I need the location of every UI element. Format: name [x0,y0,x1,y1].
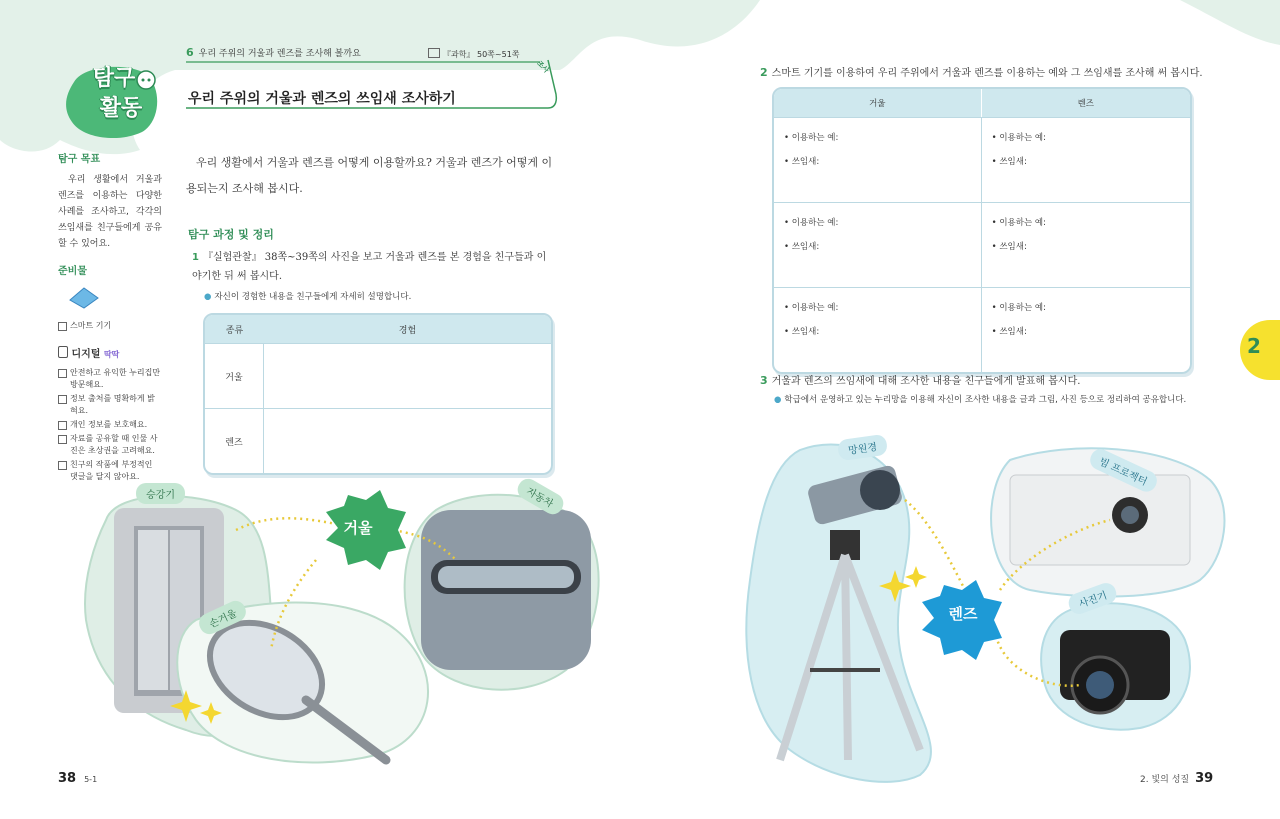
lesson-title: 우리 주위의 거울과 렌즈를 조사해 볼까요 [198,49,361,59]
goal-text: 우리 생활에서 거울과 렌즈를 이용하는 다양한 사례를 조사하고, 각각의 쓰임새를 친구들에게 공유할 수 있어요. [58,175,162,249]
checklist-item-text: 안전하고 유익한 누리집만 방문해요. [70,368,161,389]
chapter-title: 2. 빛의 성질 [1140,775,1190,785]
center-label-lens: 렌즈 [948,604,978,623]
badge-line1: 탐구 [92,66,136,91]
step-1-text: 『실험관찰』 38쪽~39쪽의 사진을 보고 거울과 렌즈를 본 경험을 친구들과 이야기한 뒤 써 봅시다. [192,252,547,282]
page-title: 우리 주위의 거울과 렌즈의 쓰임새 조사하기 [188,91,456,107]
projector-photo [1010,475,1190,565]
checkbox[interactable] [58,461,67,470]
use-example-label [992,126,1180,150]
step-1 [192,248,554,286]
smart-device-icon [66,286,162,316]
bullet-icon: • [991,157,1000,167]
usage-label [992,150,1180,174]
step-1-number: 1 [192,252,199,263]
sparkle-icon [905,566,927,588]
usage-label [784,320,971,344]
table-row [774,117,1190,202]
digital-checklist [58,367,162,483]
checkbox[interactable] [58,395,67,404]
usage-label [992,320,1180,344]
label-car: 자동차 [514,475,567,518]
label-text: 쓰임새: [999,157,1027,167]
experience-table [203,313,553,475]
checkbox[interactable] [58,421,67,430]
label-text: 이용하는 예: [999,133,1046,143]
table-row [774,202,1190,287]
label-text: 쓰임새: [999,242,1027,252]
bullet-icon: • [784,242,792,252]
chapter-side-tab-number: 2 [1247,334,1261,358]
bullet-icon: ● [774,395,782,405]
page-number-right [1140,771,1213,786]
bullet-icon: • [991,133,1000,143]
bullet-icon: • [784,327,792,337]
digital-heading [58,346,162,363]
prep-heading: 준비물 [58,266,87,277]
checklist-item [58,393,162,417]
table-row [774,287,1190,372]
top-right-blob [1180,0,1280,45]
label-telescope: 망원경 [837,434,888,462]
answer-cell[interactable] [774,117,981,202]
label-hand-mirror: 손거울 [196,598,249,638]
checkbox[interactable] [58,322,67,331]
bullet-icon: • [784,218,792,228]
checklist-item [58,367,162,391]
usage-table [772,87,1192,374]
header-mirror: 거울 [774,89,981,117]
table-row [205,343,551,408]
header-lens: 렌즈 [981,89,1190,117]
answer-cell[interactable] [981,117,1190,202]
step-1-tip-text: 자신이 경험한 내용을 친구들에게 자세히 설명합니다. [214,292,412,302]
bullet-icon: • [991,218,1000,228]
checkbox[interactable] [58,369,67,378]
row-label-lens: 렌즈 [205,408,264,473]
checkbox[interactable] [58,435,67,444]
badge-line2: 활동 [99,96,143,121]
use-example-label [784,126,971,150]
answer-cell[interactable] [981,287,1190,372]
use-example-label [992,211,1180,235]
label-text: 이용하는 예: [791,218,839,228]
sidebar [58,152,162,485]
answer-cell[interactable] [264,408,551,473]
answer-cell[interactable] [774,287,981,372]
bullet-icon: ● [204,292,212,302]
prep-item-label: 스마트 기기 [70,321,112,330]
checklist-item-text: 자료를 공유할 때 인물 사진은 초상권을 고려해요. [70,434,158,455]
row-label-mirror: 거울 [205,343,264,408]
q3-number: 3 [760,374,768,387]
answer-cell[interactable] [981,202,1190,287]
label-text: 쓰임새: [999,327,1027,337]
q2-text: 스마트 기기를 이용하여 우리 주위에서 거울과 렌즈를 이용하는 예와 그 쓰임새를 조사해 써 봅시다. [771,68,1203,79]
intro-text: 우리 생활에서 거울과 렌즈를 어떻게 이용할까요? 거울과 렌즈가 어떻게 이용되는지 조사해 봅시다. [186,156,553,195]
usage-label [992,235,1180,259]
bullet-icon: • [991,242,1000,252]
page-number-left [58,771,97,786]
use-example-label [992,296,1180,320]
label-elevator: 승강기 [136,483,185,504]
usage-label [784,235,971,259]
usage-label [784,150,971,174]
bullet-icon: • [784,157,792,167]
table-row [205,408,551,473]
label-text: 쓰임새: [791,242,820,252]
goal-heading: 탐구 목표 [58,154,101,165]
activity-badge-text [70,64,158,124]
label-text: 이용하는 예: [791,133,839,143]
bullet-icon: • [991,303,1000,313]
digital-heading-text: 디지털 [71,349,101,360]
digital-sub: 딱딱 [103,350,120,359]
label-text: 쓰임새: [791,157,820,167]
page-number: 39 [1195,771,1214,786]
question-2 [760,64,1203,79]
page-number: 38 [58,771,77,786]
step-1-tip [204,290,411,302]
bullet-icon: • [991,327,1000,337]
q3-text: 거울과 렌즈의 쓰임새에 대해 조사한 내용을 친구들에게 발표해 봅시다. [771,376,1081,387]
q3-tip [774,394,1194,407]
table-header-experience: 경험 [264,315,551,343]
center-label-mirror: 거울 [343,518,373,537]
book-icon [428,48,440,58]
checklist-item [58,433,162,457]
lesson-number: 6 [186,46,194,59]
bullet-icon: • [784,133,792,143]
page-section: 5-1 [84,775,98,784]
use-example-label [784,296,971,320]
label-text: 쓰임새: [791,327,820,337]
lesson-header [186,46,361,59]
textbook-reference [428,48,520,60]
checklist-item [58,419,162,431]
label-projector: 빔 프로젝터 [1087,446,1161,495]
answer-cell[interactable] [264,343,551,408]
label-text: 이용하는 예: [999,218,1046,228]
checklist-item-text: 친구의 작품에 부정적인 댓글을 달지 않아요. [70,460,153,481]
digital-icon [58,346,68,358]
label-camera: 사진기 [1066,580,1119,616]
q3-tip-text: 학급에서 운영하고 있는 누리망을 이용해 자신이 조사한 내용을 글과 그림, 사진 등으로 정리하여 공유합니다. [784,395,1187,405]
checklist-item-text: 정보 출처를 명확하게 밝혀요. [70,394,155,415]
survey-side-label: 조사 [535,59,551,75]
label-text: 이용하는 예: [791,303,839,313]
answer-cell[interactable] [774,202,981,287]
question-3 [760,372,1080,387]
q2-number: 2 [760,66,768,79]
reference-text: 『과학』 50쪽~51쪽 [443,50,520,59]
table-header-type: 종류 [205,315,264,343]
process-heading: 탐구 과정 및 정리 [188,228,274,241]
use-example-label [784,211,971,235]
prep-item [58,320,162,332]
checklist-item-text: 개인 정보를 보호해요. [70,420,148,429]
bullet-icon: • [784,303,792,313]
label-text: 이용하는 예: [999,303,1046,313]
